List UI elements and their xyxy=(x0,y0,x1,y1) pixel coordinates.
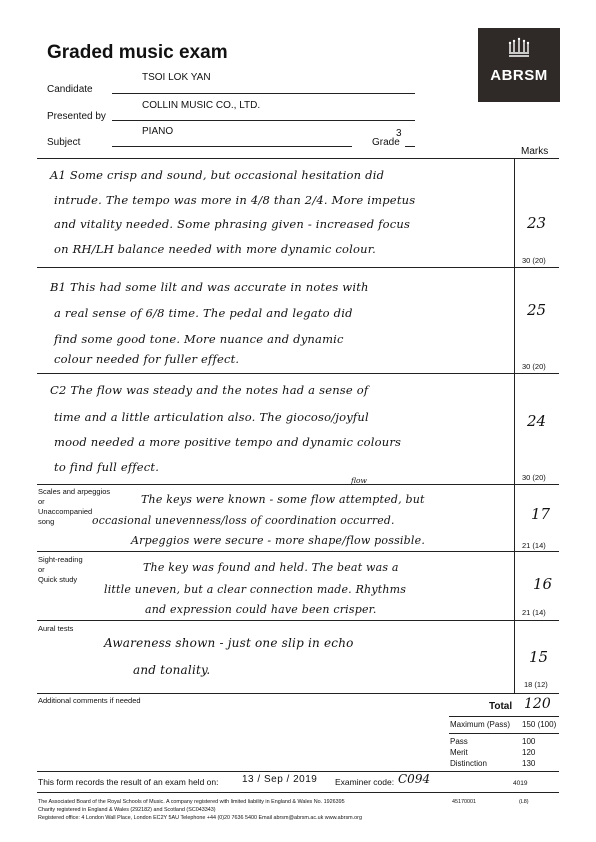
out-of: 30 (20) xyxy=(522,256,546,265)
comment-line: The key was found and held. The beat was a xyxy=(143,561,399,574)
mark-value: 15 xyxy=(529,648,549,666)
max-label: Maximum (Pass) xyxy=(450,720,511,729)
section-label: or xyxy=(38,565,45,574)
comment-line: to find full effect. xyxy=(54,460,160,474)
comment-line: occasional unevenness/loss of coordination occurred. xyxy=(92,514,395,527)
pass-label: Pass xyxy=(450,737,468,746)
mark-value: 23 xyxy=(527,214,547,232)
comment-line: a real sense of 6/8 time. The pedal and legato did xyxy=(54,306,353,320)
comment-line: time and a little articulation also. The giocoso/joyful xyxy=(54,410,369,424)
total-label: Total xyxy=(489,701,513,712)
abrsm-logo xyxy=(478,28,560,102)
pass-value: 100 xyxy=(522,737,536,746)
merit-value: 120 xyxy=(522,748,536,757)
page-title: Graded music exam xyxy=(47,42,228,63)
held-text: This form records the result of an exam held on: xyxy=(38,777,219,787)
logo-text: ABRSM xyxy=(490,67,548,84)
exam-month: Sep xyxy=(263,774,284,785)
comment-line: Awareness shown - just one slip in echo xyxy=(104,636,354,650)
grade-value: 3 xyxy=(396,128,402,139)
section-label: Scales and arpeggios xyxy=(38,487,111,496)
comment-line: and expression could have been crisper. xyxy=(145,603,377,616)
mark-value: 25 xyxy=(527,301,547,319)
comment-line: colour needed for fuller effect. xyxy=(54,352,240,366)
section-label: Aural tests xyxy=(38,624,74,633)
candidate-label: Candidate xyxy=(47,84,93,95)
out-of: 21 (14) xyxy=(522,541,546,550)
comment-line: and vitality needed. Some phrasing given - increased focus xyxy=(54,217,411,231)
comment-line: little uneven, but a clear connection made. Rhythms xyxy=(104,583,407,596)
form-code: (L8) xyxy=(519,799,529,805)
subject-value: PIANO xyxy=(142,126,174,137)
exam-date: 13 / Sep / 2019 xyxy=(242,774,318,785)
subject-label: Subject xyxy=(47,137,81,148)
marks-label: Marks xyxy=(521,146,549,157)
distinction-label: Distinction xyxy=(450,759,487,768)
candidate-value: TSOI LOK YAN xyxy=(142,72,211,83)
mark-value: 24 xyxy=(527,412,547,430)
form-number: 45170001 xyxy=(452,799,476,805)
distinction-value: 130 xyxy=(522,759,536,768)
code-right: 4019 xyxy=(513,780,528,787)
out-of: 21 (14) xyxy=(522,608,546,617)
comment-line: B1 This had some lilt and was accurate in notes with xyxy=(50,280,369,294)
flow-annotation: flow xyxy=(351,476,367,485)
comment-line: and tonality. xyxy=(133,663,211,677)
max-value: 150 (100) xyxy=(522,720,557,729)
total-value: 120 xyxy=(524,696,551,712)
legal-line: The Associated Board of the Royal Schools of Music. A company registered with limited liability in England & Wales No. 1926395 xyxy=(38,799,345,805)
exam-year: 2019 xyxy=(293,774,318,785)
legal-line: Charity registered in England & Wales (292182) and Scotland (SC043343) xyxy=(38,807,216,813)
comment-line: find some good tone. More nuance and dynamic xyxy=(54,332,344,346)
out-of: 30 (20) xyxy=(522,473,546,482)
comment-line: Arpeggios were secure - more shape/flow possible. xyxy=(131,534,426,547)
mark-value: 17 xyxy=(531,505,551,523)
comment-line: A1 Some crisp and sound, but occasional hesitation did xyxy=(50,168,385,182)
examiner-code: C094 xyxy=(398,772,431,786)
exam-day: 13 xyxy=(242,774,255,785)
section-label: Unaccompanied xyxy=(38,507,93,516)
presented-value: COLLIN MUSIC CO., LTD. xyxy=(142,100,261,111)
merit-label: Merit xyxy=(450,748,468,757)
presented-label: Presented by xyxy=(47,111,106,122)
section-label: Sight-reading xyxy=(38,555,83,564)
section-label: or xyxy=(38,497,45,506)
comment-line: mood needed a more positive tempo and dynamic colours xyxy=(54,435,402,449)
additional-comments-label: Additional comments if needed xyxy=(38,696,141,705)
examiner-label: Examiner code: xyxy=(335,777,395,787)
comment-line: intrude. The tempo was more in 4/8 than 2/4. More impetus xyxy=(54,193,416,207)
grade-label: Grade xyxy=(372,137,400,148)
section-label: Quick study xyxy=(38,575,78,584)
comment-line: C2 The flow was steady and the notes had a sense of xyxy=(50,383,369,397)
section-label: song xyxy=(38,517,55,526)
legal-line: Registered office: 4 London Wall Place, London EC2Y 5AU Telephone +44 (0)20 7636 5400 Email abrsm@abrsm.ac.uk www.abrsm.org xyxy=(38,815,362,821)
comment-line: The keys were known - some flow attempted, but xyxy=(141,493,425,506)
crown-icon xyxy=(478,36,560,65)
comment-line: on RH/LH balance needed with more dynamic colour. xyxy=(54,242,376,256)
mark-value: 16 xyxy=(533,575,553,593)
out-of: 30 (20) xyxy=(522,362,546,371)
out-of: 18 (12) xyxy=(524,680,548,689)
